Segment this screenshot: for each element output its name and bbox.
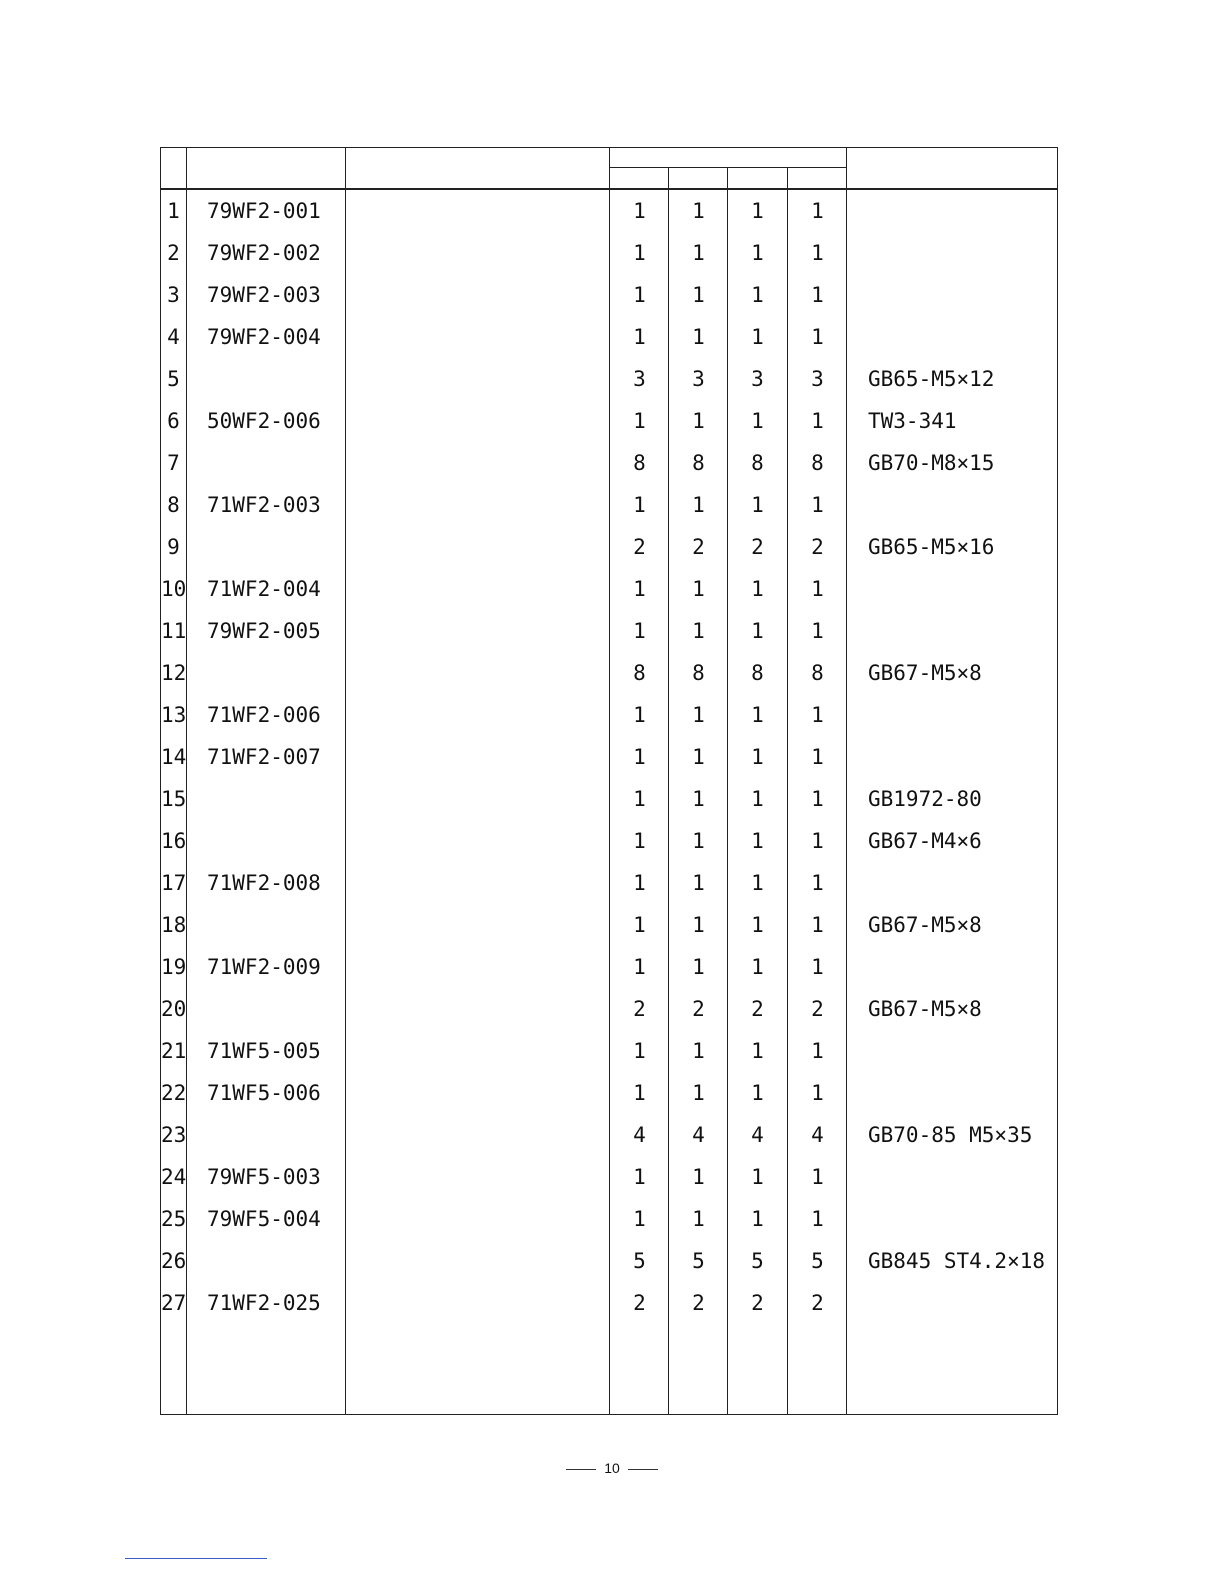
quantity-cell: 4	[811, 1123, 824, 1147]
table-row	[161, 232, 1057, 274]
row-number: 12	[161, 661, 187, 685]
row-number: 13	[161, 703, 187, 727]
quantity-cell: 1	[633, 913, 646, 937]
table-row	[161, 862, 1057, 904]
table-row	[161, 652, 1057, 694]
row-number: 26	[161, 1249, 187, 1273]
quantity-cell: 1	[692, 283, 705, 307]
quantity-cell: 1	[633, 577, 646, 601]
quantity-cell: 2	[811, 535, 824, 559]
part-number: 79WF2-002	[207, 241, 321, 265]
quantity-cell: 4	[633, 1123, 646, 1147]
part-number: 71WF5-005	[207, 1039, 321, 1063]
table-row	[161, 1114, 1057, 1156]
table-row	[161, 778, 1057, 820]
quantity-cell: 2	[633, 1291, 646, 1315]
row-number: 27	[161, 1291, 187, 1315]
quantity-cell: 1	[751, 1165, 764, 1189]
row-number: 7	[167, 451, 180, 475]
quantity-cell: 1	[751, 703, 764, 727]
quantity-cell: 5	[692, 1249, 705, 1273]
quantity-cell: 8	[692, 661, 705, 685]
quantity-cell: 2	[751, 997, 764, 1021]
quantity-cell: 1	[751, 241, 764, 265]
quantity-cell: 1	[751, 199, 764, 223]
row-number: 17	[161, 871, 187, 895]
quantity-cell: 2	[692, 535, 705, 559]
link-underline	[125, 1558, 267, 1559]
part-number: 71WF2-009	[207, 955, 321, 979]
quantity-cell: 1	[692, 703, 705, 727]
quantity-cell: 1	[811, 1039, 824, 1063]
quantity-cell: 8	[633, 661, 646, 685]
quantity-cell: 2	[692, 1291, 705, 1315]
table-row	[161, 568, 1057, 610]
quantity-cell: 1	[751, 325, 764, 349]
quantity-cell: 1	[751, 1207, 764, 1231]
table-row	[161, 274, 1057, 316]
quantity-cell: 1	[751, 619, 764, 643]
quantity-cell: 1	[811, 619, 824, 643]
row-number: 2	[167, 241, 180, 265]
quantity-cell: 1	[633, 703, 646, 727]
remark-cell: TW3-341	[868, 409, 957, 433]
quantity-cell: 1	[692, 1039, 705, 1063]
part-number: 79WF2-004	[207, 325, 321, 349]
row-number: 25	[161, 1207, 187, 1231]
quantity-cell: 1	[692, 1081, 705, 1105]
quantity-cell: 1	[692, 787, 705, 811]
quantity-cell: 1	[692, 1207, 705, 1231]
row-number: 19	[161, 955, 187, 979]
quantity-cell: 1	[751, 829, 764, 853]
quantity-cell: 8	[751, 661, 764, 685]
table-row	[161, 442, 1057, 484]
part-number: 71WF2-006	[207, 703, 321, 727]
quantity-cell: 1	[692, 745, 705, 769]
quantity-cell: 1	[811, 913, 824, 937]
quantity-cell: 1	[751, 745, 764, 769]
quantity-cell: 1	[811, 1081, 824, 1105]
part-number: 71WF2-004	[207, 577, 321, 601]
quantity-cell: 5	[751, 1249, 764, 1273]
part-number: 79WF2-005	[207, 619, 321, 643]
quantity-cell: 1	[751, 955, 764, 979]
table-row	[161, 1282, 1057, 1324]
quantity-cell: 1	[811, 283, 824, 307]
part-number: 71WF2-007	[207, 745, 321, 769]
quantity-cell: 1	[692, 493, 705, 517]
row-number: 23	[161, 1123, 187, 1147]
quantity-cell: 1	[692, 1165, 705, 1189]
quantity-cell: 1	[751, 577, 764, 601]
quantity-cell: 1	[633, 1081, 646, 1105]
table-row	[161, 610, 1057, 652]
quantity-cell: 1	[633, 241, 646, 265]
quantity-cell: 1	[692, 913, 705, 937]
quantity-cell: 1	[811, 955, 824, 979]
quantity-cell: 1	[751, 787, 764, 811]
page-footer	[0, 1460, 1224, 1476]
part-number: 50WF2-006	[207, 409, 321, 433]
row-number: 11	[161, 619, 187, 643]
quantity-cell: 2	[692, 997, 705, 1021]
quantity-cell: 5	[811, 1249, 824, 1273]
remark-cell: GB67-M5×8	[868, 997, 982, 1021]
quantity-cell: 1	[633, 871, 646, 895]
quantity-cell: 1	[633, 1039, 646, 1063]
footer-dash-left	[566, 1469, 596, 1470]
footer-dash-right	[628, 1469, 658, 1470]
quantity-cell: 1	[633, 325, 646, 349]
remark-cell: GB70-85 M5×35	[868, 1123, 1033, 1147]
quantity-cell: 3	[811, 367, 824, 391]
quantity-cell: 1	[811, 493, 824, 517]
quantity-cell: 1	[811, 577, 824, 601]
header-subdivider	[609, 167, 846, 168]
parts-table	[160, 147, 1058, 1415]
row-number: 22	[161, 1081, 187, 1105]
quantity-cell: 1	[633, 409, 646, 433]
quantity-cell: 2	[751, 1291, 764, 1315]
part-number: 71WF2-025	[207, 1291, 321, 1315]
quantity-cell: 1	[633, 829, 646, 853]
quantity-cell: 1	[633, 745, 646, 769]
quantity-cell: 1	[811, 199, 824, 223]
quantity-cell: 8	[692, 451, 705, 475]
quantity-cell: 4	[692, 1123, 705, 1147]
quantity-cell: 8	[811, 451, 824, 475]
remark-cell: GB65-M5×12	[868, 367, 995, 391]
row-number: 5	[167, 367, 180, 391]
part-number: 79WF5-003	[207, 1165, 321, 1189]
table-row	[161, 946, 1057, 988]
row-number: 3	[167, 283, 180, 307]
row-number: 1	[167, 199, 180, 223]
quantity-cell: 2	[751, 535, 764, 559]
table-row	[161, 736, 1057, 778]
quantity-cell: 1	[751, 1081, 764, 1105]
quantity-cell: 1	[692, 955, 705, 979]
row-number: 8	[167, 493, 180, 517]
remark-cell: GB67-M5×8	[868, 661, 982, 685]
quantity-cell: 4	[751, 1123, 764, 1147]
quantity-cell: 2	[811, 997, 824, 1021]
row-number: 4	[167, 325, 180, 349]
quantity-cell: 1	[633, 1207, 646, 1231]
quantity-cell: 1	[811, 871, 824, 895]
quantity-cell: 8	[633, 451, 646, 475]
part-number: 71WF2-008	[207, 871, 321, 895]
quantity-cell: 1	[751, 1039, 764, 1063]
quantity-cell: 1	[633, 787, 646, 811]
table-row	[161, 190, 1057, 232]
row-number: 9	[167, 535, 180, 559]
row-number: 21	[161, 1039, 187, 1063]
quantity-cell: 1	[633, 619, 646, 643]
quantity-cell: 1	[751, 493, 764, 517]
quantity-cell: 1	[811, 241, 824, 265]
quantity-cell: 1	[633, 493, 646, 517]
remark-cell: GB845 ST4.2×18	[868, 1249, 1046, 1273]
quantity-cell: 1	[692, 871, 705, 895]
table-row	[161, 1156, 1057, 1198]
row-number: 6	[167, 409, 180, 433]
row-number: 15	[161, 787, 187, 811]
quantity-cell: 1	[692, 199, 705, 223]
part-number: 71WF5-006	[207, 1081, 321, 1105]
quantity-cell: 5	[633, 1249, 646, 1273]
quantity-cell: 3	[633, 367, 646, 391]
quantity-cell: 1	[692, 619, 705, 643]
quantity-cell: 8	[811, 661, 824, 685]
table-row	[161, 316, 1057, 358]
quantity-cell: 1	[692, 241, 705, 265]
quantity-cell: 8	[751, 451, 764, 475]
row-number: 10	[161, 577, 187, 601]
quantity-cell: 1	[633, 199, 646, 223]
row-number: 16	[161, 829, 187, 853]
quantity-cell: 1	[811, 409, 824, 433]
quantity-cell: 1	[811, 1207, 824, 1231]
table-row	[161, 358, 1057, 400]
quantity-cell: 1	[811, 1165, 824, 1189]
table-row	[161, 400, 1057, 442]
remark-cell: GB70-M8×15	[868, 451, 995, 475]
quantity-cell: 3	[751, 367, 764, 391]
part-number: 79WF5-004	[207, 1207, 321, 1231]
quantity-cell: 1	[633, 283, 646, 307]
quantity-cell: 1	[692, 325, 705, 349]
quantity-cell: 1	[811, 745, 824, 769]
quantity-cell: 1	[751, 871, 764, 895]
quantity-cell: 1	[751, 283, 764, 307]
quantity-cell: 2	[633, 535, 646, 559]
row-number: 24	[161, 1165, 187, 1189]
quantity-cell: 1	[692, 829, 705, 853]
table-row	[161, 1030, 1057, 1072]
quantity-cell: 1	[751, 409, 764, 433]
quantity-cell: 1	[751, 913, 764, 937]
quantity-cell: 1	[811, 325, 824, 349]
quantity-cell: 3	[692, 367, 705, 391]
page-number: 10	[604, 1460, 620, 1476]
quantity-cell: 1	[811, 829, 824, 853]
table-row	[161, 988, 1057, 1030]
table-row	[161, 1198, 1057, 1240]
quantity-cell: 1	[692, 409, 705, 433]
remark-cell: GB67-M5×8	[868, 913, 982, 937]
table-row	[161, 904, 1057, 946]
remark-cell: GB1972-80	[868, 787, 982, 811]
quantity-cell: 1	[633, 1165, 646, 1189]
quantity-cell: 1	[692, 577, 705, 601]
row-number: 18	[161, 913, 187, 937]
table-row	[161, 694, 1057, 736]
table-row	[161, 820, 1057, 862]
table-row	[161, 1240, 1057, 1282]
row-number: 14	[161, 745, 187, 769]
quantity-cell: 1	[811, 703, 824, 727]
part-number: 79WF2-001	[207, 199, 321, 223]
quantity-cell: 1	[633, 955, 646, 979]
remark-cell: GB65-M5×16	[868, 535, 995, 559]
part-number: 79WF2-003	[207, 283, 321, 307]
table-row	[161, 1072, 1057, 1114]
remark-cell: GB67-M4×6	[868, 829, 982, 853]
table-row	[161, 526, 1057, 568]
table-row	[161, 484, 1057, 526]
quantity-cell: 1	[811, 787, 824, 811]
row-number: 20	[161, 997, 187, 1021]
quantity-cell: 2	[633, 997, 646, 1021]
quantity-cell: 2	[811, 1291, 824, 1315]
part-number: 71WF2-003	[207, 493, 321, 517]
